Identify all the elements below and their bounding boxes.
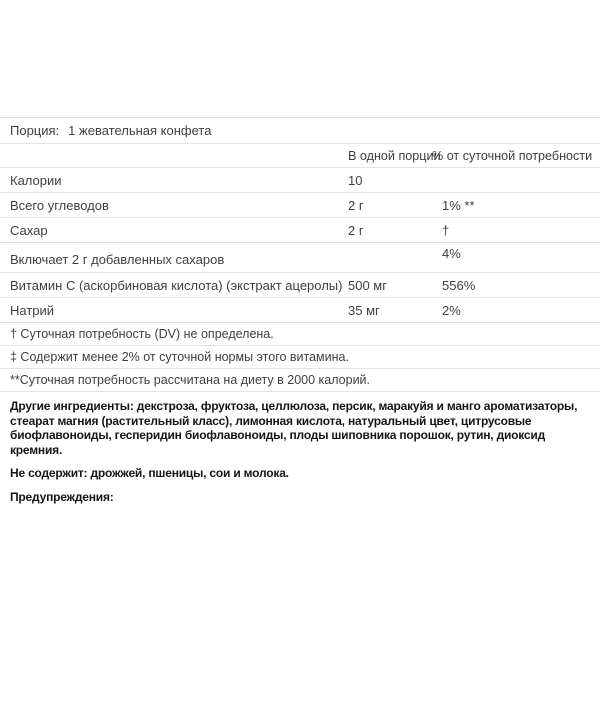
footnote-text: † Суточная потребность (DV) не определена. bbox=[10, 327, 274, 341]
table-row bbox=[0, 273, 600, 298]
footnotes bbox=[0, 323, 600, 392]
nutrient-amount: 500 мг bbox=[348, 277, 387, 293]
nutrient-amount: 10 bbox=[348, 172, 363, 188]
footnote-text: **Суточная потребность рассчитана на диету в 2000 калорий. bbox=[10, 373, 371, 387]
warnings-label: Предупреждения: bbox=[10, 489, 114, 504]
nutrient-label: Включает 2 г добавленных сахаров bbox=[10, 252, 225, 267]
column-header-amount: В одной порции bbox=[348, 148, 441, 163]
nutrient-daily-value: 2% bbox=[442, 302, 461, 318]
supplement-facts-page bbox=[0, 117, 600, 717]
nutrient-label: Натрий bbox=[10, 302, 55, 318]
nutrient-daily-value: 556% bbox=[442, 277, 476, 293]
nutrient-amount: 35 мг bbox=[348, 302, 380, 318]
nutrient-daily-value: † bbox=[442, 222, 450, 238]
table-row bbox=[0, 243, 600, 273]
footnote-row bbox=[0, 346, 600, 369]
column-header-daily-value: % от суточной потребности bbox=[432, 148, 593, 163]
nutrient-daily-value: 4% bbox=[442, 246, 461, 261]
description-section bbox=[0, 392, 600, 504]
table-row bbox=[0, 193, 600, 218]
nutrient-label: Витамин C (аскорбиновая кислота) (экстракт ацеролы) bbox=[10, 277, 343, 293]
nutrient-amount: 2 г bbox=[348, 222, 364, 238]
table-row bbox=[0, 168, 600, 193]
nutrient-label: Калории bbox=[10, 172, 62, 188]
nutrient-amount: 2 г bbox=[348, 197, 364, 213]
nutrient-rows bbox=[0, 168, 600, 323]
table-row bbox=[0, 218, 600, 243]
supplement-facts-table bbox=[0, 117, 600, 392]
table-header-row bbox=[0, 144, 600, 168]
serving-size-value: 1 жевательная конфета bbox=[68, 123, 212, 138]
footnote-row bbox=[0, 369, 600, 392]
nutrient-label: Сахар bbox=[10, 222, 48, 238]
nutrient-amount bbox=[348, 243, 432, 272]
allergen-free-text: Не содержит: дрожжей, пшеницы, сои и молока. bbox=[10, 466, 289, 480]
serving-size-row bbox=[0, 118, 600, 144]
serving-size-label: Порция: bbox=[10, 123, 60, 138]
nutrient-label: Всего углеводов bbox=[10, 197, 109, 213]
other-ingredients-text: Другие ингредиенты: декстроза, фруктоза, целлюлоза, персик, маракуйя и манго ароматизаторы, стеарат магния (растительный класс), лимонная кислота, натуральный цвет, цитрусовые биофлавоноиды, гесперидин биофлавоноиды, плоды шиповника порошок, рутин, диоксид кремния. bbox=[10, 399, 578, 457]
footnote-text: ‡ Содержит менее 2% от суточной нормы этого витамина. bbox=[10, 350, 349, 364]
footnote-row bbox=[0, 323, 600, 346]
table-row bbox=[0, 298, 600, 323]
nutrient-daily-value: 1% ** bbox=[442, 197, 475, 213]
